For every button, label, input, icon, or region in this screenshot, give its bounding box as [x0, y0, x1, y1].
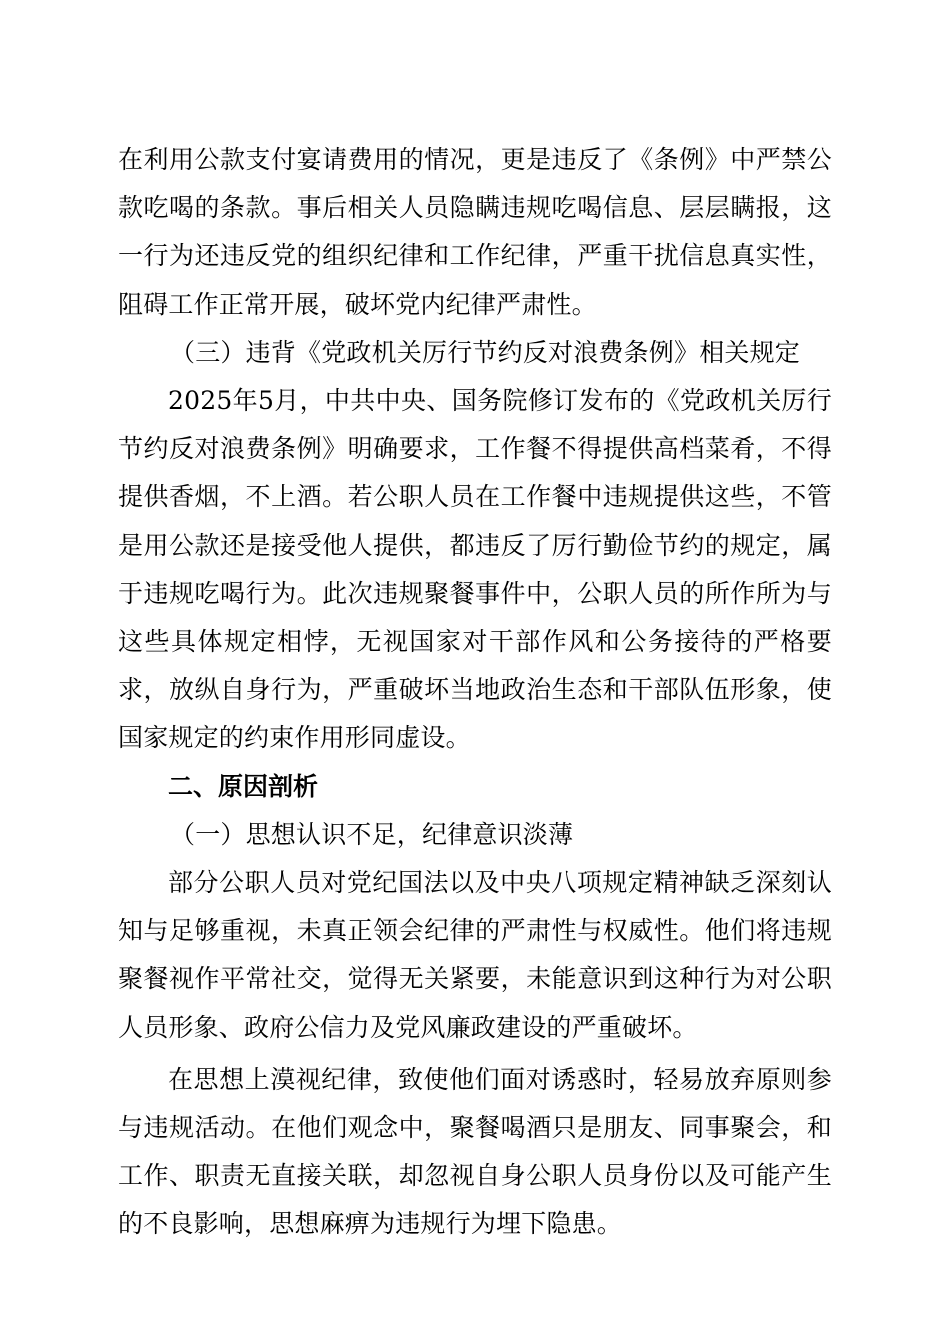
paragraph-neglect: 在思想上漠视纪律，致使他们面对诱惑时，轻易放弃原则参与违规活动。在他们观念中，聚餐喝酒只是朋友、同事聚会，和工作、职责无直接关联，却忽视自身公职人员身份以及可能产生的不良影响，思想麻痹为违规行为埋下隐患。 [118, 1064, 832, 1239]
paragraph-continuation: 在利用公款支付宴请费用的情况，更是违反了《条例》中严禁公款吃喝的条款。事后相关人员隐瞒违规吃喝信息、层层瞒报，这一行为还违反党的组织纪律和工作纪律，严重干扰信息真实性，阻碍工作正常开展，破坏党内纪律严肃性。 [118, 145, 832, 319]
paragraph-awareness: 部分公职人员对党纪国法以及中央八项规定精神缺乏深刻认知与足够重视，未真正领会纪律的严肃性与权威性。他们将违规聚餐视作平常社交，觉得无关紧要，未能意识到这种行为对公职人员形象、政府公信力及党风廉政建设的严重破坏。 [118, 868, 832, 1042]
paragraph-regulation: 2025年5月，中共中央、国务院修订发布的《党政机关厉行节约反对浪费条例》明确要求，工作餐不得提供高档菜肴，不得提供香烟，不上酒。若公职人员在工作餐中违规提供这些，不管是用公款还是接受他人提供，都违反了厉行勤俭节约的规定，属于违规吃喝行为。此次违规聚餐事件中，公职人员的所作所为与这些具体规定相悖，无视国家对干部作风和公务接待的严格要求，放纵自身行为，严重破坏当地政治生态和干部队伍形象，使国家规定的约束作用形同虚设。 [118, 386, 832, 753]
subheading-three: （三）违背《党政机关厉行节约反对浪费条例》相关规定 [170, 337, 801, 367]
section-heading-two: 二、原因剖析 [168, 771, 319, 801]
subheading-one: （一）思想认识不足，纪律意识淡薄 [170, 819, 574, 849]
document-body [118, 136, 832, 1249]
